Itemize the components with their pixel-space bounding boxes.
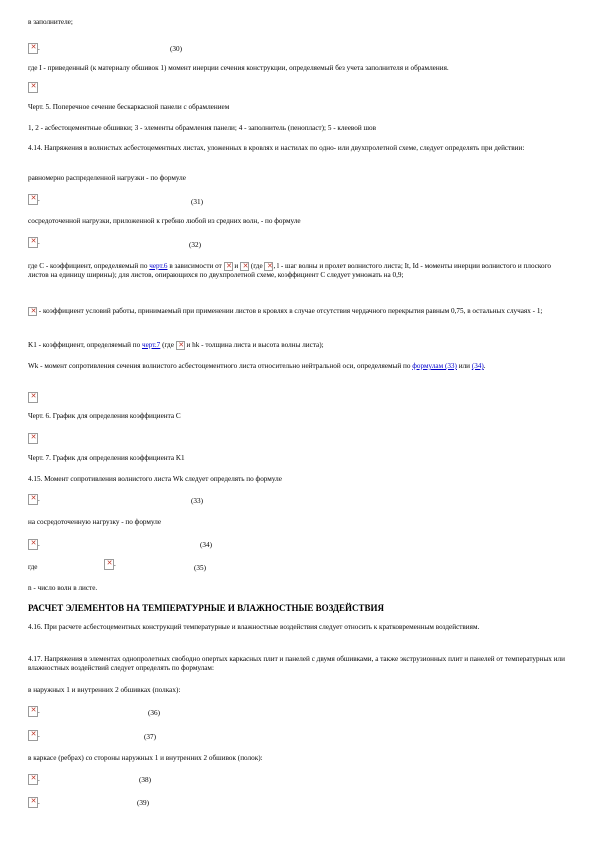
equation-number: (31) [191,198,203,206]
figure-caption: Черт. 6. График для определения коэффициента C [28,412,181,420]
text: K1 - коэффициент, определяемый по [28,341,142,350]
equation-number: (35) [194,564,206,572]
formula-35 [28,563,37,572]
formula-35-image: ✕ . [104,559,116,570]
equation-number: (37) [144,733,156,741]
equation-number: (33) [191,497,203,505]
formula-38: ✕. [28,774,40,785]
equation-number: (39) [137,799,149,807]
broken-image-icon [28,43,38,54]
formula-31: ✕. [28,194,40,205]
formula-37: ✕. [28,730,40,741]
broken-image-icon [28,194,38,205]
figure-caption: Черт. 5. Поперечное сечение бескаркасной панели с обрамлением [28,103,230,111]
equation-number: (30) [170,45,182,53]
equation-number: (32) [189,241,201,249]
text: и [232,262,241,271]
paragraph-4-15: 4.15. Момент сопротивления волнистого листа Wk следует определять по формуле [28,475,282,483]
broken-image-icon [28,433,38,444]
broken-image-icon [28,307,37,316]
paragraph-coef-k1 [28,341,324,350]
paragraph-4-14: 4.14. Напряжения в волнистых асбестоцементных листах, уложенных в кровлях и настилах по одно- или двухпролетной схеме, следует определять при действии: [28,144,525,152]
text: или [456,362,472,370]
formula-30: ✕. [28,43,40,54]
link-chart-7[interactable]: черт.7 [141,341,161,350]
formula-32: ✕. [28,237,40,248]
text: и hk - толщина листа и высота волны листа); [184,341,324,350]
figure-caption: Черт. 7. График для определения коэффициента K1 [28,454,185,462]
text: (где [160,341,176,350]
broken-image-icon [28,774,38,785]
figure-6-image [28,392,38,403]
paragraph-coef-c [28,262,568,280]
text-line: в каркасе (ребрах) со стороны наружных 1 и внутренних 2 обшивок (полок): [28,754,263,762]
figure-7-image [28,433,38,444]
broken-image-icon [28,797,38,808]
paragraph-wk [28,362,568,371]
broken-image-icon [104,559,114,570]
formula-33: ✕. [28,494,40,505]
text: (где [249,262,265,271]
paragraph-4-17: 4.17. Напряжения в элементах однопролетных свободно опертых каркасных плит и панелей с двумя обшивками, а также экструзионных плит и панелей от температурных или влажностных воздействий следует определять по формулам: [28,655,565,672]
broken-image-icon [224,262,233,271]
text-line: в заполнителе; [28,18,73,26]
text: , l - шаг волны и пролет волнистого листа; It, Id - моменты инерции волнистого и плоского листов на единицу ширины); для листов, опирающихся по двухпролетной схеме, коэффициент C следует умножать на 0,9; [28,262,552,280]
text-line: равномерно распределенной нагрузки - по формуле [28,174,186,182]
formula-34: ✕. [28,539,40,550]
link-formula-34[interactable]: (34) [471,362,484,370]
broken-image-icon [28,539,38,550]
broken-image-icon [264,262,273,271]
link-formula-33[interactable]: формулам (33) [412,362,457,370]
broken-image-icon [28,237,38,248]
paragraph-coef-k [28,307,568,316]
paragraph-4-16: 4.16. При расчете асбестоцементных конструкций температурные и влажностные воздействия следует относить к кратковременным воздействиям. [28,623,480,631]
text-line: в наружных 1 и внутренних 2 обшивках (полках): [28,686,181,694]
section-heading: РАСЧЕТ ЭЛЕМЕНТОВ НА ТЕМПЕРАТУРНЫЕ И ВЛАЖНОСТНЫЕ ВОЗДЕЙСТВИЯ [28,603,385,613]
link-chart-6[interactable]: черт.6 [149,262,168,271]
text: - коэффициент условий работы, принимаемый при применении листов в кровлях в случае отсутствия чердачного перекрытия равным 0,75, в остальных случаях - 1; [37,307,543,316]
text: . [483,362,486,370]
broken-image-icon [28,82,38,93]
text-line: на сосредоточенную нагрузку - по формуле [28,518,162,526]
broken-image-icon [28,706,38,717]
equation-number: (36) [148,709,160,717]
formula-36: ✕. [28,706,40,717]
formula-39: ✕. [28,797,40,808]
broken-image-icon [28,494,38,505]
text-line: n - число волн в листе. [28,584,98,592]
equation-number: (38) [139,776,151,784]
broken-image-icon [28,392,38,403]
text: где C - коэффициент, определяемый по [28,262,150,271]
broken-image-icon [28,730,38,741]
equation-number: (34) [200,541,212,549]
text: где [28,563,38,571]
text-line: где I - приведенный (к материалу обшивок 1) момент инерции сечения конструкции, определяемый без учета заполнителя и обрамления. [28,64,449,72]
text: в зависимости от [167,262,224,271]
broken-image-icon [176,341,185,350]
broken-image-icon [240,262,249,271]
figure-5-image [28,82,38,93]
text-line: сосредоточенной нагрузки, приложенной к гребню любой из средних волн, - по формуле [28,217,301,225]
figure-legend: 1, 2 - асбестоцементные обшивки; 3 - элементы обрамления панели; 4 - заполнитель (пенопласт); 5 - клеевой шов [28,124,376,132]
text: Wk - момент сопротивления сечения волнистого асбестоцементного листа относительно нейтральной оси, определяемый по [28,362,413,370]
